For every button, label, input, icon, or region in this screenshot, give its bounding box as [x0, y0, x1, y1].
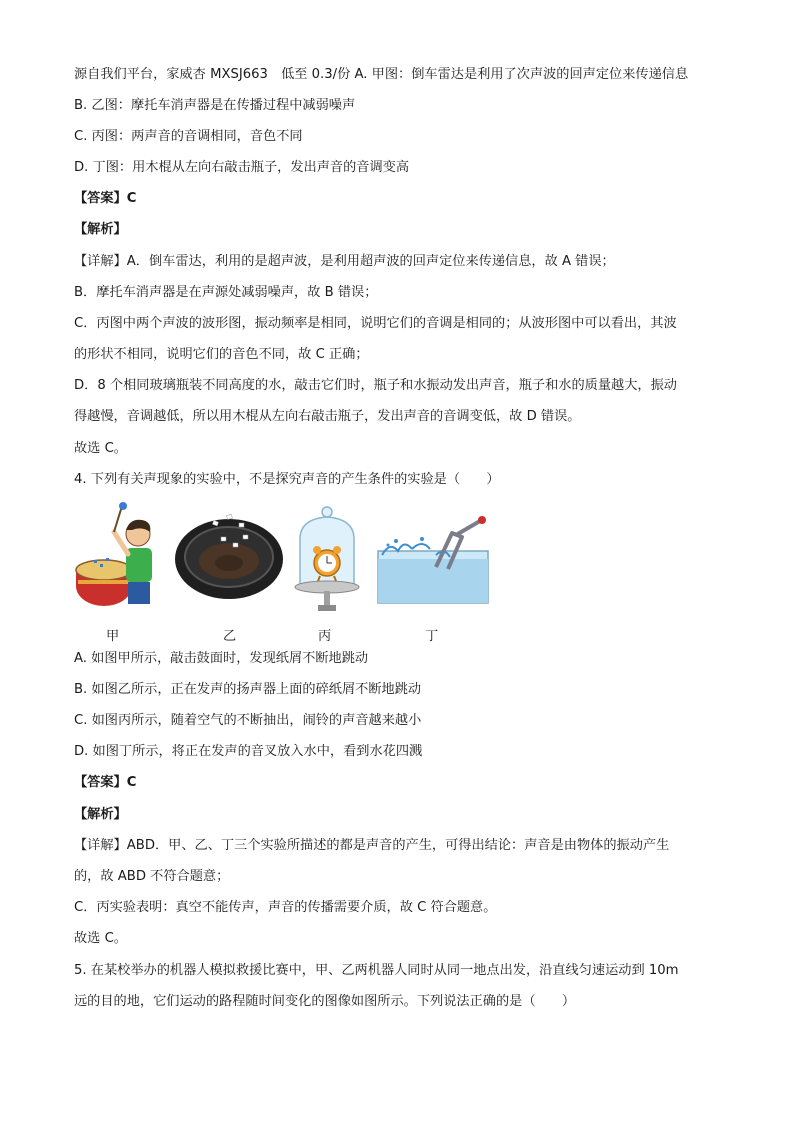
q3-answer: 【答案】C	[74, 191, 137, 206]
drum-figure	[72, 502, 168, 612]
q3-detail-d1: D．8 个相同玻璃瓶装不同高度的水，敲击它们时，瓶子和水振动发出声音，瓶子和水的质量越大，振动	[74, 378, 677, 393]
q4-detail-2: 的，故 ABD 不符合题意；	[74, 869, 230, 884]
tuning-fork-figure	[372, 515, 494, 607]
q3-option-c: C. 丙图：两声音的音调相同，音色不同	[74, 129, 303, 144]
q3-detail-d2: 得越慢，音调越低，所以用木棍从左向右敲击瓶子，发出声音的音调变低，故 D 错误。	[74, 409, 581, 424]
q4-option-c: C. 如图丙所示，随着空气的不断抽出，闹铃的声音越来越小	[74, 713, 422, 728]
q4-option-d: D. 如图丁所示，将正在发声的音叉放入水中，看到水花四溅	[74, 744, 423, 759]
caption-yi: 乙	[223, 629, 237, 644]
q3-detail-b: B．摩托车消声器是在声源处减弱噪声，故 B 错误；	[74, 285, 378, 300]
q5-stem-2: 远的目的地，它们运动的路程随时间变化的图像如图所示。下列说法正确的是（ ）	[74, 994, 576, 1009]
q3-detail-c1: C．丙图中两个声波的波形图，振动频率是相同，说明它们的音调是相同的；从波形图中可以看出，其波	[74, 316, 677, 331]
q3-option-a: 源自我们平台，家威杏 MXSJ663 低至 0.3/份 A. 甲图：倒车雷达是利用了次声波的回声定位来传递信息	[74, 67, 689, 82]
q4-answer: 【答案】C	[74, 775, 137, 790]
q5-stem-1: 5. 在某校举办的机器人模拟救援比赛中，甲、乙两机器人同时从同一地点出发，沿直线匀速运动到 10m	[74, 963, 679, 978]
caption-ding: 丁	[425, 629, 439, 644]
q4-option-a: A. 如图甲所示，敲击鼓面时，发现纸屑不断地跳动	[74, 651, 369, 666]
caption-bing: 丙	[318, 629, 332, 644]
q3-detail-a: 【详解】A．倒车雷达，利用的是超声波，是利用超声波的回声定位来传递信息，故 A 错误；	[74, 254, 615, 269]
q4-detail-1: 【详解】ABD．甲、乙、丁三个实验所描述的都是声音的产生，可得出结论：声音是由物体的振动产生	[74, 838, 670, 853]
bell-jar-figure	[292, 505, 362, 617]
caption-jia: 甲	[106, 629, 120, 644]
speaker-figure	[173, 507, 285, 603]
q3-choose: 故选 C。	[74, 441, 127, 456]
q3-option-d: D. 丁图：用木棍从左向右敲击瓶子，发出声音的音调变高	[74, 160, 410, 175]
q3-option-b: B. 乙图：摩托车消声器是在传播过程中减弱噪声	[74, 98, 356, 113]
q4-analysis-label: 【解析】	[74, 807, 127, 822]
q3-analysis-label: 【解析】	[74, 222, 127, 237]
q3-detail-c2: 的形状不相同，说明它们的音色不同，故 C 正确；	[74, 347, 369, 362]
q4-choose: 故选 C。	[74, 931, 127, 946]
q4-stem: 4. 下列有关声现象的实验中，不是探究声音的产生条件的实验是（ ）	[74, 472, 500, 487]
q4-detail-3: C．丙实验表明：真空不能传声，声音的传播需要介质，故 C 符合题意。	[74, 900, 497, 915]
q4-option-b: B. 如图乙所示，正在发声的扬声器上面的碎纸屑不断地跳动	[74, 682, 422, 697]
